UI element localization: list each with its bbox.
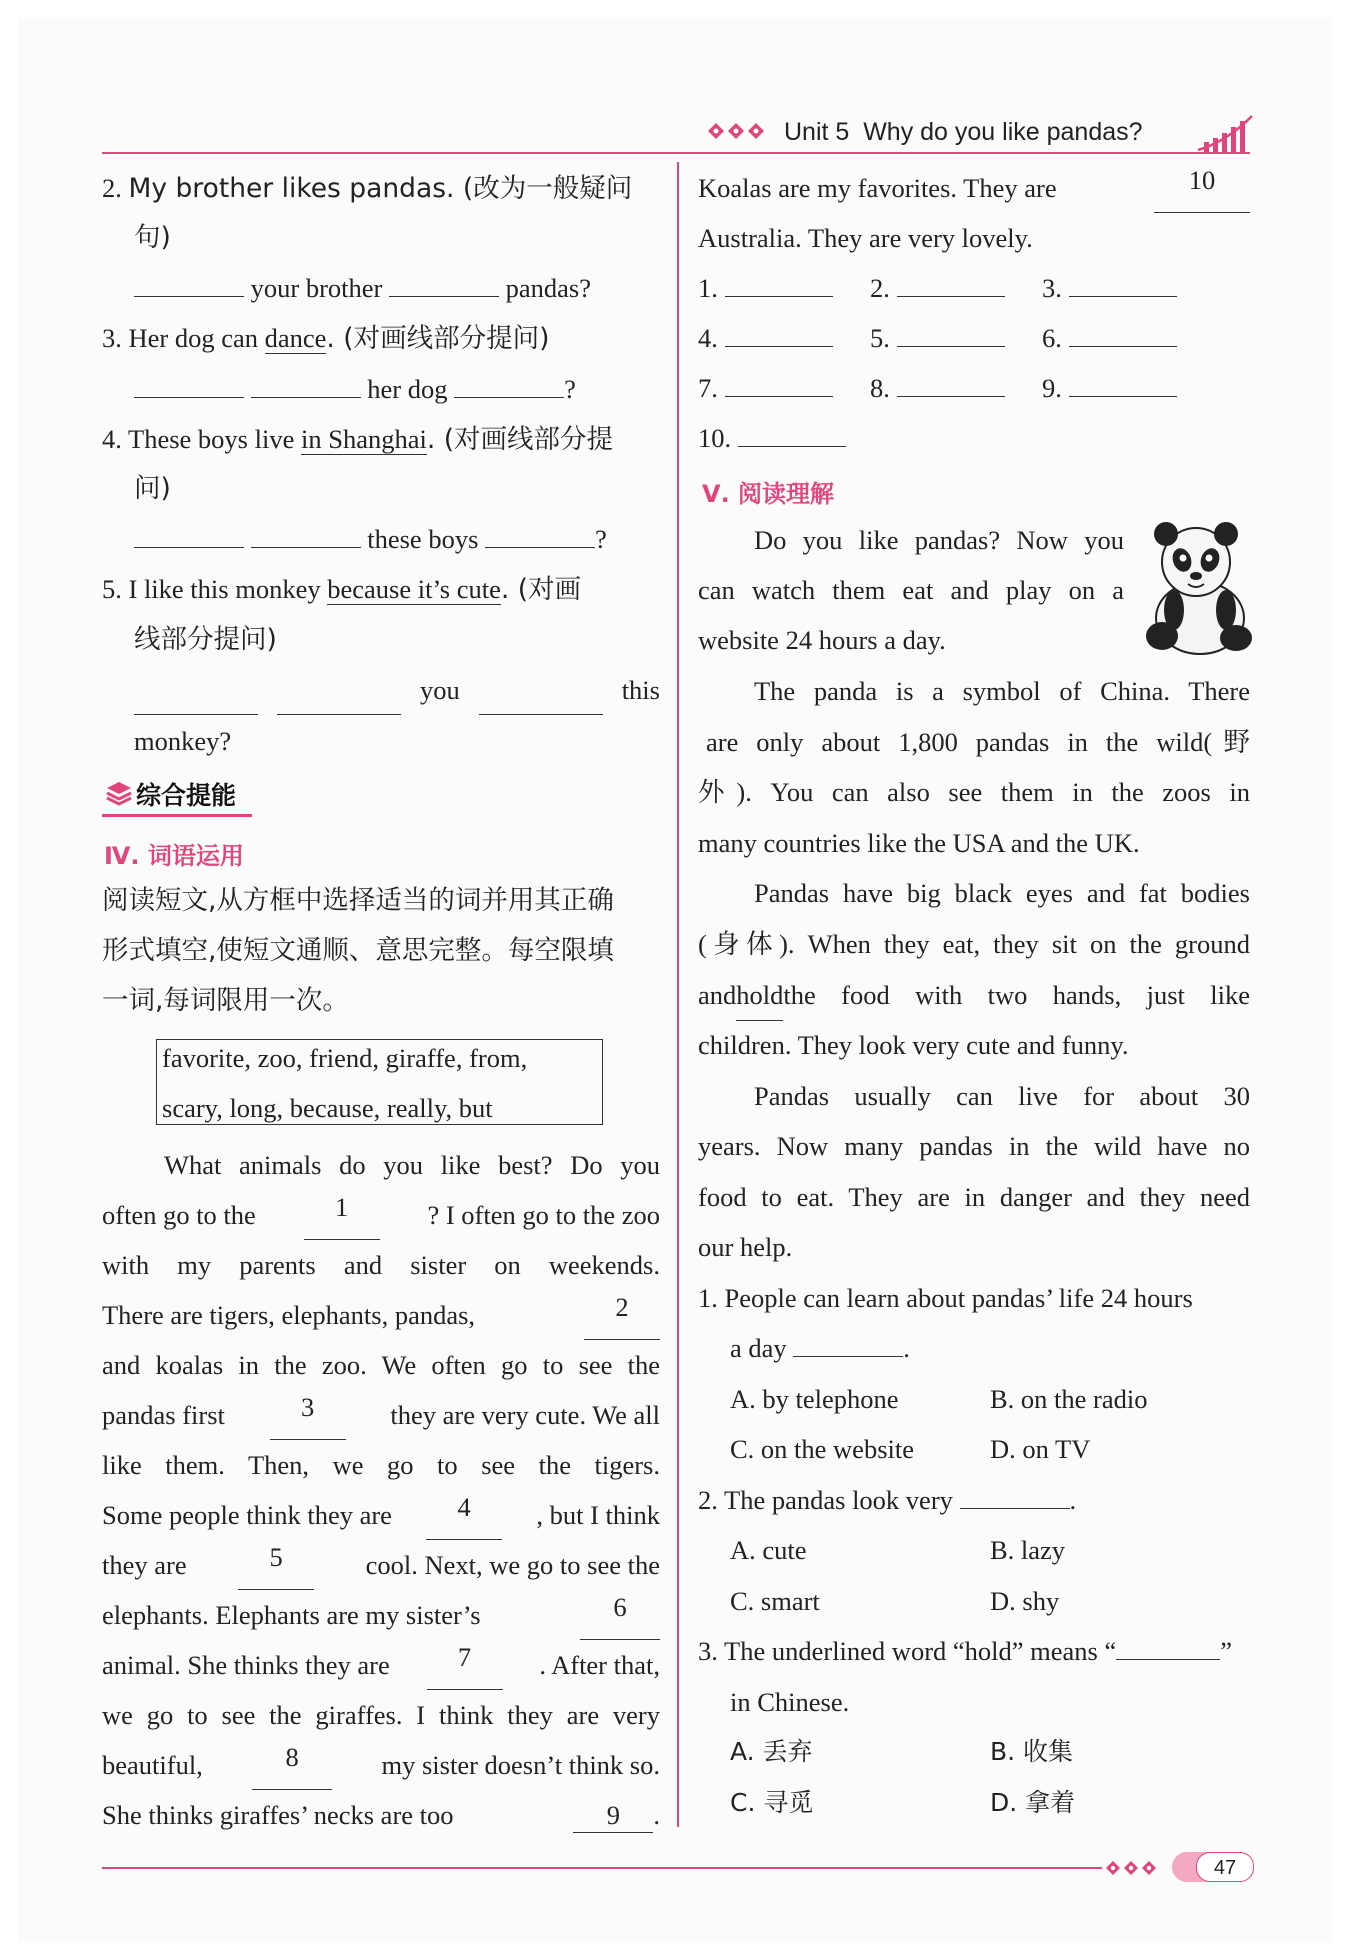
section-4-instruction: 一词,每词限用一次。 <box>102 985 349 1016</box>
answer-blank[interactable] <box>960 1508 1070 1509</box>
answer-grid: 1. 2. 3. 4. 5. 6. 7. 8. 9. 10. <box>698 263 1258 463</box>
answer-blank[interactable] <box>134 547 244 548</box>
underlined-phrase: because it’s cute <box>327 574 501 604</box>
answer-line[interactable] <box>725 346 833 347</box>
option[interactable]: C. 寻觅 <box>730 1788 814 1817</box>
blank-8[interactable]: 8 <box>252 1740 332 1790</box>
column-divider <box>677 162 679 1827</box>
answer-line[interactable] <box>897 296 1005 297</box>
option[interactable]: D. on TV <box>990 1434 1091 1464</box>
reading-line: Pandas have big black eyes and fat bodies <box>754 878 1250 908</box>
underlined-phrase: in Shanghai <box>300 424 427 454</box>
question-5: 5. I like this monkey because it’s cute. (对画 <box>102 574 582 605</box>
blank-10[interactable]: 10 <box>1154 163 1250 213</box>
answer-blank[interactable] <box>134 397 244 398</box>
passage-line: and koalas in the zoo. We often go to see the <box>102 1350 660 1380</box>
answer-blank[interactable] <box>485 547 595 548</box>
question-2-cont: 句) <box>134 222 171 253</box>
passage-line: elephants. Elephants are my sister’s 6 <box>102 1590 660 1640</box>
question-3-answer: her dog ? <box>134 364 576 414</box>
footer-rule <box>102 1867 1102 1869</box>
page-number: 47 <box>1213 1857 1237 1879</box>
reading-question-2: 2. The pandas look very . <box>698 1485 1077 1515</box>
answer-blank[interactable] <box>251 397 361 398</box>
option[interactable]: B. lazy <box>990 1535 1066 1565</box>
answer-line[interactable] <box>1069 346 1177 347</box>
answer-line[interactable] <box>1069 396 1177 397</box>
question-5-cont: 线部分提问) <box>134 624 277 655</box>
answer-blank[interactable] <box>454 397 564 398</box>
option[interactable]: A. 丢弃 <box>730 1737 813 1766</box>
option[interactable]: B. on the radio <box>990 1384 1148 1414</box>
answer-line[interactable] <box>897 396 1005 397</box>
passage-line: Some people think they are 4 , but I think <box>102 1490 660 1540</box>
section-zonghe-title: 综合提能 <box>136 781 237 810</box>
blank-9[interactable]: 9 <box>573 1798 653 1833</box>
blank-1[interactable]: 1 <box>304 1190 380 1240</box>
answer-blank[interactable] <box>251 547 361 548</box>
passage-line: they are 5 cool. Next, we go to see the <box>102 1540 660 1590</box>
answer-blank[interactable] <box>1116 1659 1220 1660</box>
answer-line[interactable] <box>725 396 833 397</box>
blank-6[interactable]: 6 <box>580 1590 660 1640</box>
reading-line: our help. <box>698 1232 793 1262</box>
answer-blank[interactable] <box>134 296 244 297</box>
question-2: 2. My brother likes pandas. (改为一般疑问 <box>102 173 633 204</box>
blank-2[interactable]: 2 <box>584 1290 660 1340</box>
passage-line: like them. Then, we go to see the tigers. <box>102 1450 660 1480</box>
question-2-answer: your brother pandas? <box>134 263 591 313</box>
reading-line: can watch them eat and play on a <box>698 575 1124 605</box>
passage-line: beautiful, 8 my sister doesn’t think so. <box>102 1740 660 1790</box>
section-4-instruction: 阅读短文,从方框中选择适当的词并用其正确 <box>102 885 614 916</box>
answer-line[interactable] <box>738 446 846 447</box>
option[interactable]: A. by telephone <box>730 1384 899 1414</box>
answer-blank[interactable] <box>479 665 603 715</box>
option[interactable]: A. cute <box>730 1535 807 1565</box>
answer-blank[interactable] <box>793 1356 903 1357</box>
reading-line: are only about 1,800 pandas in the wild(野 <box>706 727 1250 757</box>
answer-line[interactable] <box>1069 296 1177 297</box>
reading-line: years. Now many pandas in the wild have no <box>698 1131 1250 1161</box>
question-4-cont: 问) <box>134 473 171 504</box>
reading-question-1: 1. People can learn about pandas’ life 24 hours <box>698 1283 1193 1313</box>
reading-question-3: 3. The underlined word “hold” means “ ” <box>698 1636 1233 1666</box>
option[interactable]: C. smart <box>730 1586 820 1616</box>
reading-line: Do you like pandas? Now you <box>754 525 1124 555</box>
word-box-line: favorite, zoo, friend, giraffe, from, <box>162 1043 528 1073</box>
reading-line: The panda is a symbol of China. There <box>754 676 1250 706</box>
passage-line: often go to the 1 ? I often go to the zoo <box>102 1190 660 1240</box>
footer-diamonds-icon <box>1104 1856 1174 1885</box>
answer-blank[interactable] <box>277 665 401 715</box>
header-diamonds-icon <box>706 118 776 149</box>
passage-line: animal. She thinks they are 7 . After that, <box>102 1640 660 1690</box>
blank-7[interactable]: 7 <box>427 1640 503 1690</box>
reading-line: children. They look very cute and funny. <box>698 1030 1129 1060</box>
reading-question-1-cont: a day . <box>730 1333 910 1363</box>
reading-question-3-cont: in Chinese. <box>730 1687 850 1717</box>
reading-line: (身体). When they eat, they sit on the ground <box>698 929 1250 959</box>
passage-line: pandas first 3 they are very cute. We all <box>102 1390 660 1440</box>
passage-line: There are tigers, elephants, pandas, 2 <box>102 1290 660 1340</box>
question-4: 4. These boys live in Shanghai. (对画线部分提 <box>102 424 614 455</box>
answer-blank[interactable] <box>389 296 499 297</box>
underlined-hold: hold <box>736 970 783 1021</box>
passage-line: Australia. They are very lovely. <box>698 223 1033 253</box>
blank-5[interactable]: 5 <box>238 1540 314 1590</box>
answer-line[interactable] <box>725 296 833 297</box>
answer-blank[interactable] <box>134 665 258 715</box>
question-4-answer: these boys ? <box>134 514 607 564</box>
passage-line: with my parents and sister on weekends. <box>102 1250 660 1280</box>
question-5-cont2: monkey? <box>134 726 232 756</box>
passage-line: She thinks giraffes’ necks are too 9 . <box>102 1790 660 1840</box>
reading-line: many countries like the USA and the UK. <box>698 828 1140 858</box>
books-icon <box>104 778 134 813</box>
section-5-title: Ⅴ. 阅读理解 <box>702 480 835 508</box>
section-4-instruction: 形式填空,使短文通顺、意思完整。每空限填 <box>102 935 614 966</box>
passage-line: Koalas are my favorites. They are 10 <box>698 163 1250 213</box>
header-rule <box>102 152 1250 154</box>
blank-3[interactable]: 3 <box>270 1390 346 1440</box>
option[interactable]: D. shy <box>990 1586 1060 1616</box>
passage-line: we go to see the giraffes. I think they are very <box>102 1700 660 1730</box>
question-5-answer: you this <box>134 665 660 715</box>
section-4-title: Ⅳ. 词语运用 <box>104 842 244 870</box>
question-3: 3. Her dog can dance. (对画线部分提问) <box>102 323 550 354</box>
word-box-line: scary, long, because, really, but <box>162 1093 493 1123</box>
blank-4[interactable]: 4 <box>426 1490 502 1540</box>
section-zonghe-underline <box>102 814 252 817</box>
reading-line: website 24 hours a day. <box>698 625 946 655</box>
option[interactable]: C. on the website <box>730 1434 914 1464</box>
reading-line: and hold the food with two hands, just like <box>698 970 1250 1021</box>
option[interactable]: D. 拿着 <box>990 1788 1076 1817</box>
reading-line: 外). You can also see them in the zoos in <box>698 777 1250 807</box>
reading-line: food to eat. They are in danger and they need <box>698 1182 1250 1212</box>
option[interactable]: B. 收集 <box>990 1737 1074 1766</box>
passage-line: What animals do you like best? Do you <box>164 1150 660 1180</box>
answer-line[interactable] <box>897 346 1005 347</box>
reading-line: Pandas usually can live for about 30 <box>754 1081 1250 1111</box>
unit-title: Unit 5 Why do you like pandas? <box>784 118 1143 146</box>
underlined-word: dance <box>264 323 327 353</box>
panda-image <box>1138 518 1256 663</box>
